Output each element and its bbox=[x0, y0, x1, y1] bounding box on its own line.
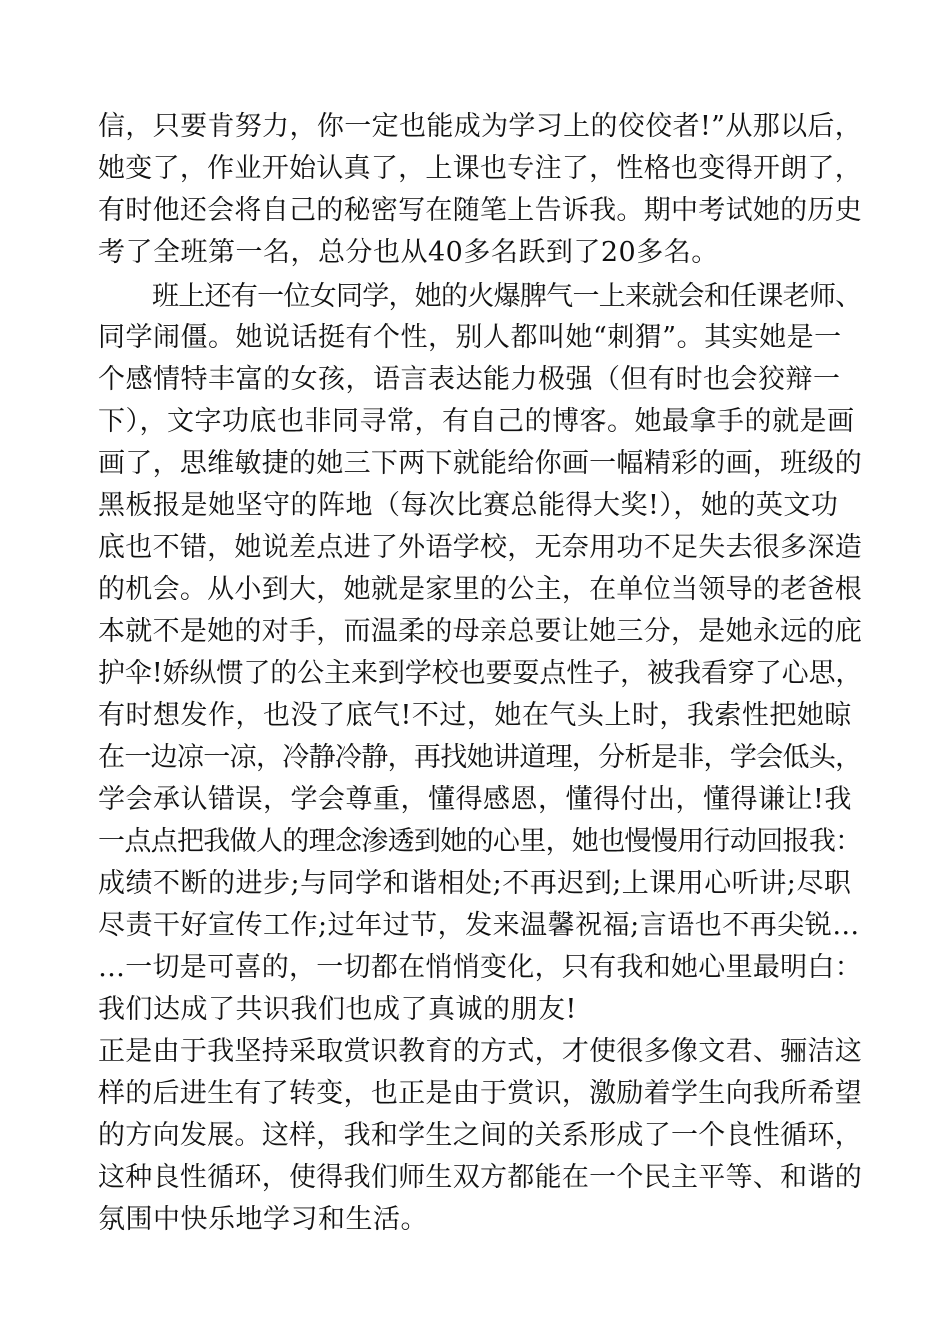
text-line: 黑板报是她坚守的阵地（每次比赛总能得大奖!），她的英文功 bbox=[98, 490, 839, 521]
text-line: 画了，思维敏捷的她三下两下就能给你画一幅精彩的画，班级的 bbox=[98, 448, 862, 479]
text-line: 她变了，作业开始认真了，上课也专注了，性格也变得开朗了， bbox=[98, 153, 862, 184]
text-line: 同学闹僵。她说话挺有个性，别人都叫她“刺猬”。其实她是一 bbox=[98, 322, 842, 353]
text-line: 样的后进生有了转变，也正是由于赏识，激励着学生向我所希望 bbox=[98, 1078, 862, 1109]
text-line: 我们达成了共识我们也成了真诚的朋友! bbox=[98, 994, 577, 1025]
text-line: 个感情特丰富的女孩，语言表达能力极强（但有时也会狡辩一 bbox=[98, 364, 841, 395]
text-line: 本就不是她的对手，而温柔的母亲总要让她三分，是她永远的庇 bbox=[98, 616, 862, 647]
paragraph-first-line: 正是由于我坚持采取赏识教育的方式，才使很多像文君、骊洁这 bbox=[98, 1036, 862, 1067]
text-line: 的机会。从小到大，她就是家里的公主，在单位当领导的老爸根 bbox=[98, 574, 862, 605]
text-line: 氛围中快乐地学习和生活。 bbox=[98, 1204, 428, 1235]
text-line: 一点点把我做人的理念渗透到她的心里，她也慢慢用行动回报我： bbox=[98, 826, 862, 857]
text-line: 考了全班第一名，总分也从40多名跃到了20多名。 bbox=[98, 237, 719, 268]
text-line: 有时他还会将自己的秘密写在随笔上告诉我。期中考试她的历史 bbox=[98, 195, 862, 226]
text-line: 有时想发作，也没了底气!不过，她在气头上时，我索性把她晾 bbox=[98, 700, 852, 731]
text-line: 这种良性循环，使得我们师生双方都能在一个民主平等、和谐的 bbox=[98, 1162, 862, 1193]
text-line: 在一边凉一凉，冷静冷静，再找她讲道理，分析是非，学会低头， bbox=[98, 742, 862, 773]
text-line: 学会承认错误，学会尊重，懂得感恩，懂得付出，懂得谦让!我 bbox=[98, 784, 852, 815]
text-line: …一切是可喜的，一切都在悄悄变化，只有我和她心里最明白： bbox=[98, 952, 862, 983]
text-line: 信，只要肯努力，你一定也能成为学习上的佼佼者!”从那以后， bbox=[98, 111, 863, 142]
text-line: 底也不错，她说差点进了外语学校，无奈用功不足失去很多深造 bbox=[98, 532, 862, 563]
text-line: 护伞!娇纵惯了的公主来到学校也要耍点性子，被我看穿了心思， bbox=[98, 658, 863, 689]
text-line: 尽责干好宣传工作;过年过节，发来温馨祝福;言语也不再尖锐… bbox=[98, 910, 860, 941]
text-line: 成绩不断的进步;与同学和谐相处;不再迟到;上课用心听讲;尽职 bbox=[98, 868, 852, 899]
text-line: 下），文字功底也非同寻常，有自己的博客。她最拿手的就是画 bbox=[98, 406, 855, 437]
text-line: 的方向发展。这样，我和学生之间的关系形成了一个良性循环， bbox=[98, 1120, 862, 1151]
paragraph-first-line: 班上还有一位女同学，她的火爆脾气一上来就会和任课老师、 bbox=[152, 281, 862, 312]
